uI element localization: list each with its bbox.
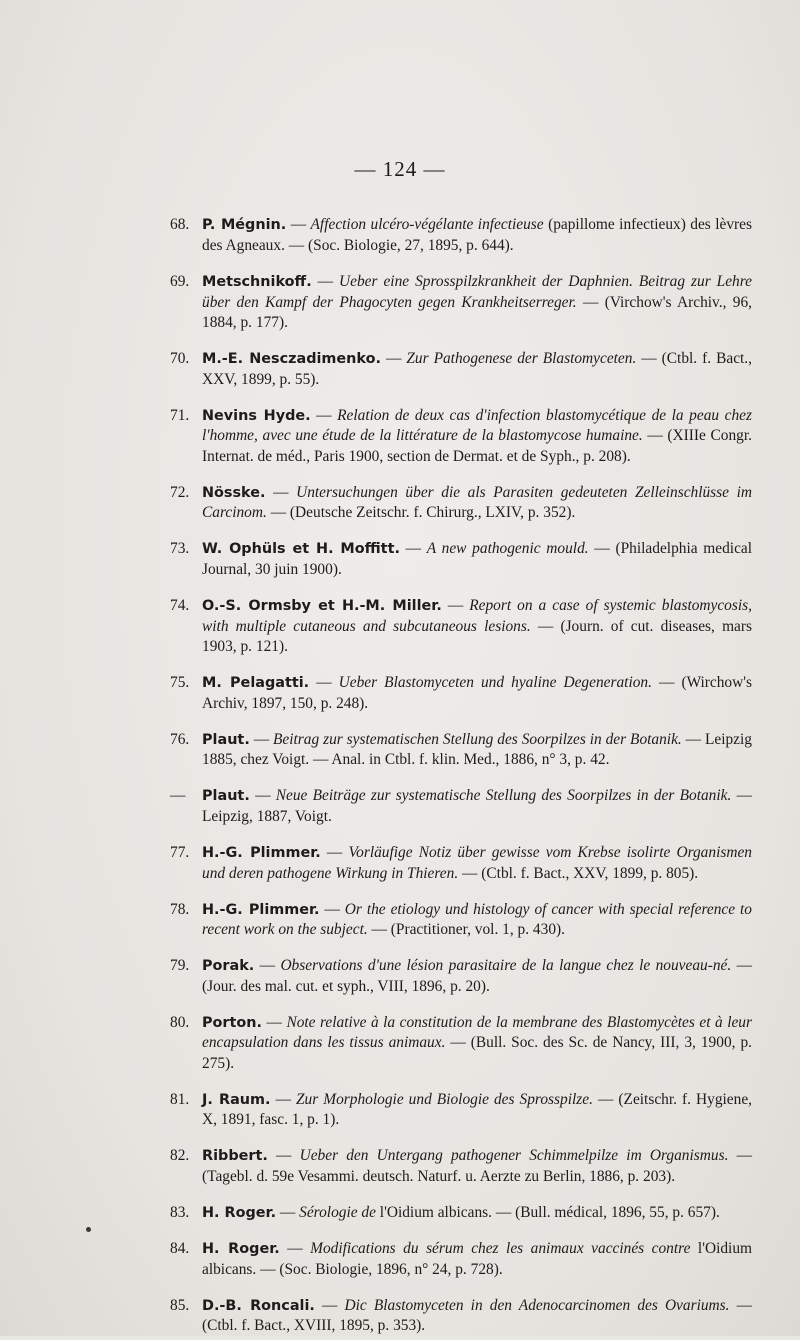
reference-details: — (Bull. Soc. des Sc. de Nancy, III, 3, 1900, p. 275). xyxy=(202,1034,752,1072)
reference-author: Porak. xyxy=(202,958,255,975)
reference-details: — (Ctbl. f. Bact., XXV, 1899, p. 805). xyxy=(458,864,699,882)
reference-entry xyxy=(170,1090,752,1131)
reference-title: Beitrag zur systematischen Stellung des Soorpilzes in der Botanik. xyxy=(273,730,682,748)
reference-details: — (Zeitschr. f. Hygiene, X, 1891, fasc. 1, p. 1). xyxy=(202,1090,752,1129)
reference-separator: — xyxy=(309,674,339,692)
reference-number: 75. xyxy=(170,674,190,692)
reference-number: 73. xyxy=(170,540,190,558)
reference-details: — (Wirchow's Archiv, 1897, 150, p. 248). xyxy=(202,674,752,712)
reference-number: 68. xyxy=(170,216,190,234)
reference-author: D.-B. Roncali. xyxy=(202,1297,315,1314)
reference-details: — (Jour. des mal. cut. et syph., VIII, 1896, p. 20). xyxy=(202,957,752,995)
reference-title: Sérologie de xyxy=(299,1204,376,1222)
reference-entry xyxy=(170,786,752,827)
reference-title: Relation de deux cas d'infection blastomycétique de la peau chez l'homme, avec une étude de la littérature de la blastomycose humaine. xyxy=(202,406,753,445)
reference-author: Porton. xyxy=(202,1014,263,1031)
reference-title: Neue Beiträge zur systematische Stellung des Soorpilzes in der Botanik. xyxy=(275,787,732,805)
reference-entry xyxy=(170,483,752,524)
reference-title: Note relative à la constitution de la membrane des Blastomycètes et à leur encapsulation dans les tissus animaux. xyxy=(202,1013,752,1052)
reference-author: Metschnikoff. xyxy=(202,273,312,290)
reference-entry xyxy=(170,1013,752,1075)
reference-number: 83. xyxy=(170,1204,190,1222)
reference-number: 85. xyxy=(170,1296,190,1314)
reference-details: — (Virchow's Archiv., 96, 1884, p. 177). xyxy=(202,293,753,332)
reference-author: Ribbert. xyxy=(202,1148,268,1165)
reference-separator: — xyxy=(254,957,281,975)
reference-entry xyxy=(170,349,752,390)
reference-number: 71. xyxy=(170,406,190,424)
reference-details: — (Ctbl. f. Bact., XVIII, 1895, p. 353). xyxy=(202,1296,752,1335)
reference-title: Modifications du sérum chez les animaux vaccinés contre xyxy=(310,1240,691,1257)
reference-entry xyxy=(170,272,752,334)
reference-author: Plaut. xyxy=(202,788,250,805)
reference-details: — Leipzig, 1887, Voigt. xyxy=(202,787,752,825)
reference-author: P. Mégnin. xyxy=(202,217,287,234)
reference-separator: — xyxy=(320,843,349,861)
reference-separator: — xyxy=(249,730,274,748)
reference-entry xyxy=(170,1146,752,1187)
reference-details: — Leipzig 1885, chez Voigt. — Anal. in Ctbl. f. klin. Med., 1886, n° 3, p. 42. xyxy=(202,730,752,769)
reference-author: O.-S. Ormsby et H.-M. Miller. xyxy=(202,598,442,615)
reference-separator: — xyxy=(270,1090,296,1108)
reference-entry xyxy=(170,1239,752,1280)
bibliography-list xyxy=(170,200,752,1340)
reference-separator: — xyxy=(265,483,297,501)
reference-number: 78. xyxy=(170,900,190,918)
reference-entry xyxy=(170,596,752,658)
reference-entry xyxy=(170,406,752,468)
reference-entry xyxy=(170,956,752,997)
reference-details: — (XIIIe Congr. Internat. de méd., Paris 1900, section de Dermat. et de Syph., p. 208). xyxy=(202,427,752,465)
reference-title: Ueber eine Sprosspilzkrankheit der Daphnien. Beitrag zur Lehre über den Kampf der Phagocyten gegen Krankheitserreger. xyxy=(202,272,752,311)
reference-entry xyxy=(170,1203,752,1224)
reference-entry xyxy=(170,730,752,771)
reference-separator: — xyxy=(249,787,276,805)
reference-separator: — xyxy=(267,1147,300,1165)
reference-title: Vorläufige Notiz über gewisse vom Krebse isolirte Organismen und deren pathogene Wirkung in Thieren. xyxy=(202,843,752,882)
reference-author: M. Pelagatti. xyxy=(202,675,310,692)
reference-separator: — xyxy=(319,900,345,918)
reference-details: — (Tagebl. d. 59e Vesammi. deutsch. Naturf. u. Aerzte zu Berlin, 1886, p. 203). xyxy=(202,1147,752,1186)
ink-speck xyxy=(86,1227,91,1232)
reference-title: Zur Pathogenese der Blastomyceten. xyxy=(406,350,637,368)
page-number: — 124 — xyxy=(354,157,446,181)
reference-title: Report on a case of systemic blastomycosis, with multiple cutaneous and subcutaneous lesions. xyxy=(202,597,752,635)
reference-number: 74. xyxy=(170,597,190,615)
reference-number: 79. xyxy=(170,957,190,975)
reference-title: Untersuchungen über die als Parasiten gedeuteten Zelleinschlüsse im Carcinom. xyxy=(202,483,752,522)
reference-title: Or the etiology und histology of cancer with special reference to recent work on the subject. xyxy=(202,900,752,939)
reference-author: J. Raum. xyxy=(202,1091,271,1108)
reference-entry xyxy=(170,900,752,941)
reference-number: 76. xyxy=(170,730,190,748)
reference-number: 69. xyxy=(170,272,190,290)
reference-number: 81. xyxy=(170,1090,190,1108)
reference-separator: — xyxy=(276,1204,300,1222)
reference-entry xyxy=(170,673,752,714)
reference-author: H. Roger. xyxy=(202,1205,277,1222)
reference-number: 72. xyxy=(170,483,190,501)
reference-details: — (Philadelphia medical Journal, 30 juin 1900). xyxy=(202,540,753,579)
reference-title: A new pathogenic mould. xyxy=(426,540,589,558)
reference-separator: — xyxy=(311,272,340,290)
reference-title: Ueber Blastomyceten und hyaline Degeneration. xyxy=(338,674,652,692)
reference-title: Zur Morphologie und Biologie des Sprosspilze. xyxy=(296,1090,593,1108)
reference-separator: — xyxy=(441,597,470,615)
reference-details: — (Ctbl. f. Bact., XXV, 1899, p. 55). xyxy=(202,350,752,388)
reference-details: — (Practitioner, vol. 1, p. 430). xyxy=(367,921,565,939)
reference-number: 77. xyxy=(170,843,190,861)
reference-separator: — xyxy=(262,1013,287,1031)
reference-title: Observations d'une lésion parasitaire de la langue chez le nouveau-né. xyxy=(280,957,732,975)
reference-entry xyxy=(170,1296,752,1337)
reference-details: — (Journ. of cut. diseases, mars 1903, p. 121). xyxy=(202,617,752,656)
reference-title: Ueber den Untergang pathogener Schimmelpilze im Organismus. xyxy=(299,1147,729,1165)
reference-author: M.-E. Nesczadimenko. xyxy=(202,351,381,368)
reference-number: 82. xyxy=(170,1147,190,1165)
reference-entry xyxy=(170,843,752,884)
reference-separator: — xyxy=(380,350,407,368)
reference-details: — (Deutsche Zeitschr. f. Chirurg., LXIV, p. 352). xyxy=(266,504,576,522)
reference-author: H.-G. Plimmer. xyxy=(202,901,320,918)
reference-entry xyxy=(170,215,752,256)
reference-number: 80. xyxy=(170,1013,190,1031)
reference-separator: — xyxy=(286,216,311,234)
reference-number: 70. xyxy=(170,350,190,368)
reference-title: Affection ulcéro-végélante infectieuse xyxy=(310,216,544,234)
reference-number: — xyxy=(170,787,186,805)
reference-author: H. Roger. xyxy=(202,1241,280,1257)
reference-details: l'Oidium albicans. — (Bull. médical, 1896, 55, p. 657). xyxy=(375,1204,720,1222)
reference-author: Nösske. xyxy=(202,484,266,501)
reference-author: W. Ophüls et H. Moffitt. xyxy=(202,541,400,558)
reference-separator: — xyxy=(399,540,427,558)
reference-title: Dic Blastomyceten in den Adenocarcinomen des Ovariums. xyxy=(344,1296,730,1314)
reference-entry xyxy=(170,539,752,580)
reference-separator: — xyxy=(279,1240,311,1257)
reference-separator: — xyxy=(314,1296,345,1314)
reference-number: 84. xyxy=(170,1240,190,1257)
reference-separator: — xyxy=(310,406,338,424)
reference-author: Plaut. xyxy=(202,731,250,748)
reference-author: Nevins Hyde. xyxy=(202,407,311,424)
reference-details: l'Oidium albicans. — (Soc. Biologie, 1896, n° 24, p. 728). xyxy=(202,1240,752,1278)
reference-author: H.-G. Plimmer. xyxy=(202,844,321,861)
reference-details: (papillome infectieux) des lèvres des Agneaux. — (Soc. Biologie, 27, 1895, p. 644). xyxy=(202,216,752,254)
